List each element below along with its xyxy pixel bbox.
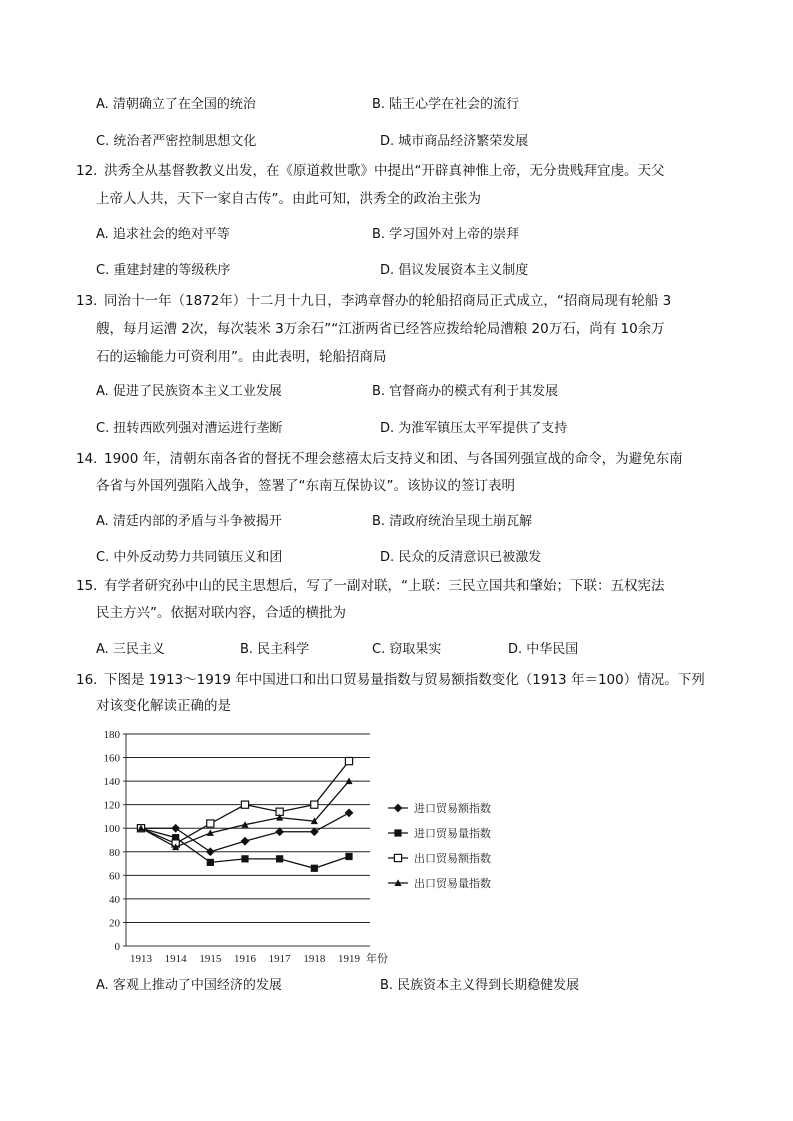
- y-tick-label: 0: [114, 941, 120, 953]
- data-point: [171, 824, 180, 833]
- q13-stem-line3: 石的运输能力可资利用”。由此表明，轮船招商局: [96, 349, 387, 365]
- data-point: [311, 865, 318, 872]
- q16-number: 16．: [76, 672, 107, 688]
- data-point: [206, 847, 215, 856]
- q11-option-b: B. 陆王心学在社会的流行: [372, 97, 520, 112]
- legend-marker: [394, 829, 401, 836]
- q14-option-b: B. 清政府统治呈现土崩瓦解: [372, 514, 533, 529]
- x-tick-label: 1917: [268, 953, 291, 965]
- x-axis-unit-label: 年份: [366, 953, 388, 965]
- q16-stem-line2: 对该变化解读正确的是: [96, 698, 231, 714]
- q11-option-c: C. 统治者严密控制思想文化: [96, 134, 257, 149]
- y-tick-label: 140: [103, 776, 120, 789]
- x-tick-label: 1916: [234, 953, 256, 965]
- series-1: [137, 809, 354, 857]
- y-tick-label: 120: [103, 799, 120, 812]
- legend-label: 出口贸易量指数: [414, 878, 491, 890]
- q14-option-a: A. 清廷内部的矛盾与斗争被揭开: [96, 514, 282, 529]
- x-tick-label: 1919: [338, 953, 360, 965]
- q13-stem-line1: 同治十一年（1872年）十二月十九日，李鸿章督办的轮船招商局正式成立，“招商局现有轮船 3: [104, 293, 672, 309]
- q16-option-a: A. 客观上推动了中国经济的发展: [96, 978, 282, 993]
- data-point: [241, 801, 248, 808]
- q14-stem-line1: 1900 年，清朝东南各省的督抚不理会慈禧太后支持义和团、与各国列强宣战的命令，为避免东南: [104, 451, 683, 467]
- data-point: [276, 855, 283, 862]
- data-point: [241, 837, 250, 846]
- q13-option-d: D. 为淮军镇压太平军提供了支持: [380, 421, 568, 436]
- q14-stem-line2: 各省与外国列强陷入战争，签署了“东南互保协议”。该协议的签订表明: [96, 478, 515, 494]
- y-tick-label: 180: [103, 729, 120, 741]
- q15-option-b: B. 民主科学: [240, 642, 310, 657]
- q15-option-a: A. 三民主义: [96, 642, 165, 657]
- q13-option-b: B. 官督商办的模式有利于其发展: [372, 384, 559, 399]
- q13-stem-line2: 艘，每月运漕 2次，每次装米 3万余石”“江浙两省已经答应拨给轮局漕粮 20万石，尚有 10余万: [96, 321, 665, 337]
- legend-marker: [394, 804, 403, 813]
- q12-option-c: C. 重建封建的等级秩序: [96, 263, 231, 278]
- legend-label: 出口贸易额指数: [414, 853, 491, 865]
- q15-stem-line2: 民主方兴”。依据对联内容，合适的横批为: [96, 605, 346, 621]
- legend-label: 进口贸易额指数: [414, 803, 491, 815]
- legend-label: 进口贸易量指数: [414, 828, 491, 840]
- data-point: [207, 859, 214, 866]
- series-2: [137, 825, 352, 872]
- q16-stem-line1: 下图是 1913～1919 年中国进口和出口贸易量指数与贸易额指数变化（1913 年＝100）情况。下列: [104, 672, 705, 688]
- x-tick-label: 1915: [199, 953, 222, 965]
- q14-option-d: D. 民众的反清意识已被激发: [380, 550, 542, 565]
- y-tick-label: 80: [109, 846, 120, 859]
- q11-option-a: A. 清朝确立了在全国的统治: [96, 97, 256, 112]
- x-tick-label: 1913: [130, 953, 152, 965]
- q15-option-c: C. 窃取果实: [372, 642, 442, 657]
- q13-option-a: A. 促进了民族资本主义工业发展: [96, 384, 282, 399]
- q15-option-d: D. 中华民国: [508, 642, 579, 657]
- x-tick-label: 1914: [164, 953, 187, 965]
- q12-number: 12．: [76, 163, 107, 179]
- y-tick-label: 100: [103, 823, 120, 836]
- data-point: [207, 820, 214, 827]
- data-point: [311, 801, 318, 808]
- q14-number: 14．: [76, 451, 107, 467]
- legend-marker: [394, 854, 401, 861]
- series-3: [137, 757, 352, 847]
- chart-series: [137, 757, 354, 871]
- y-tick-label: 160: [103, 752, 120, 765]
- chart-legend: [388, 801, 491, 890]
- x-tick-label: 1918: [303, 953, 326, 965]
- y-tick-label: 20: [109, 917, 120, 930]
- q12-option-d: D. 倡议发展资本主义制度: [380, 263, 529, 278]
- data-point: [345, 853, 352, 860]
- y-tick-label: 60: [109, 870, 120, 883]
- q12-stem-line1: 洪秀全从基督教教义出发，在《原道救世歌》中提出“开辟真神惟上帝，无分贵贱拜宜虔。天父: [104, 163, 665, 179]
- q13-number: 13．: [76, 293, 107, 309]
- chart-x-tick-labels: [130, 951, 388, 965]
- data-point: [241, 855, 248, 862]
- q15-stem-line1: 有学者研究孙中山的民主思想后，写了一副对联，“上联：三民立国共和肇始；下联：五权宪法: [104, 578, 665, 594]
- trade-index-line-chart: [96, 724, 516, 968]
- q15-number: 15．: [76, 578, 107, 594]
- q12-option-b: B. 学习国外对上帝的崇拜: [372, 227, 520, 242]
- q16-option-b: B. 民族资本主义得到长期稳健发展: [380, 978, 580, 993]
- y-tick-label: 40: [109, 893, 120, 906]
- data-point: [345, 809, 354, 818]
- q13-option-c: C. 扭转西欧列强对漕运进行垄断: [96, 421, 283, 436]
- q14-option-c: C. 中外反动势力共同镇压义和团: [96, 550, 283, 565]
- chart-y-tick-labels: [104, 729, 121, 953]
- q11-option-d: D. 城市商品经济繁荣发展: [380, 134, 529, 149]
- q12-option-a: A. 追求社会的绝对平等: [96, 227, 230, 242]
- q12-stem-line2: 上帝人人共，天下一家自古传”。由此可知，洪秀全的政治主张为: [96, 191, 481, 207]
- data-point: [345, 757, 352, 764]
